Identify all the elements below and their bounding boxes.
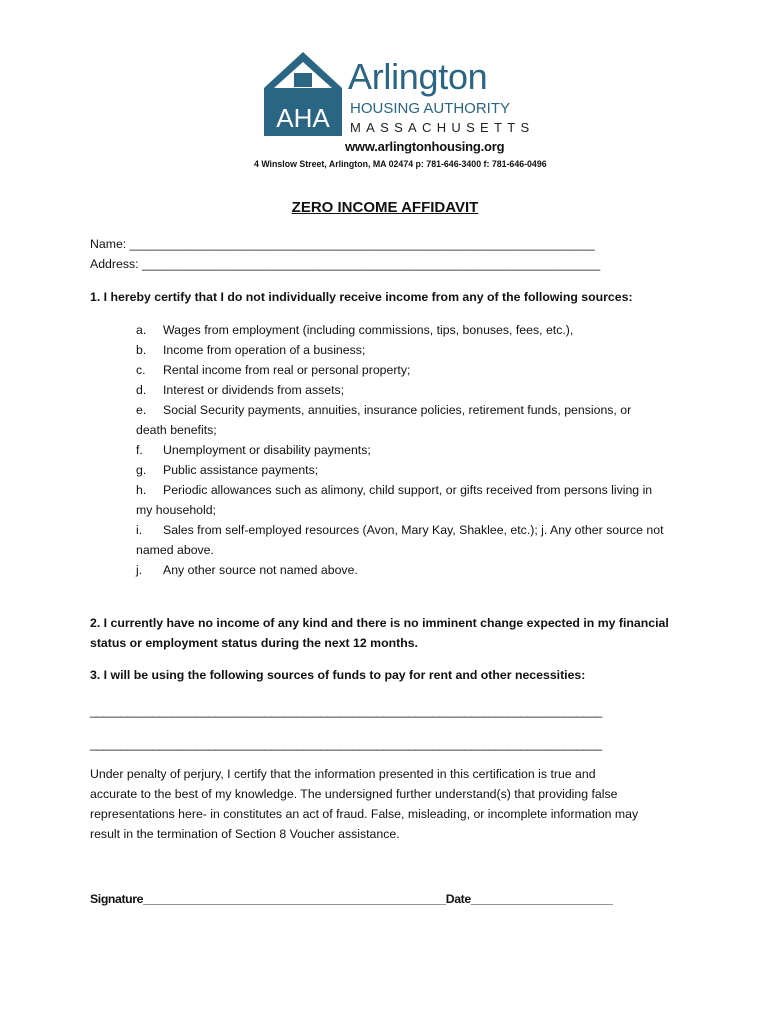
contact-address: 4 Winslow Street, Arlington, MA 02474 p: 781-646-3400 f: 781-646-0496 (254, 159, 547, 169)
website-link[interactable]: www.arlingtonhousing.org (345, 139, 505, 154)
list-item (136, 360, 410, 380)
name-field[interactable]: Name: ____________________________________________________________________ (90, 237, 595, 251)
section1-heading: 1. I hereby certify that I do not individually receive income from any of the following sources: (90, 290, 633, 304)
penalty-line-4: result in the termination of Section 8 Voucher assistance. (90, 827, 400, 841)
list-item-text: death benefits; (136, 423, 217, 437)
section2-line1: 2. I currently have no income of any kind and there is no imminent change expected in my financial (90, 616, 669, 630)
list-item (136, 480, 652, 500)
penalty-line-2: accurate to the best of my knowledge. The undersigned further understand(s) that providing false (90, 787, 618, 801)
list-item (136, 560, 358, 580)
list-item (136, 340, 365, 360)
list-item-letter: c. (136, 363, 146, 377)
list-item-letter: a. (136, 323, 147, 337)
list-item-text: Any other source not named above. (163, 563, 358, 577)
penalty-line-3: representations here- in constitutes an act of fraud. False, misleading, or incomplete information may (90, 807, 639, 821)
house-logo-icon (262, 50, 344, 136)
logo-initials: AHA (276, 103, 330, 133)
list-item-letter: i. (136, 523, 143, 537)
address-field[interactable]: Address: ___________________________________________________________________ (90, 257, 601, 271)
list-item (136, 320, 573, 340)
list-item-text: Social Security payments, annuities, insurance policies, retirement funds, pensions, or (163, 403, 632, 417)
list-item-text: Wages from employment (including commissions, tips, bonuses, fees, etc.), (163, 323, 574, 337)
org-name: Arlington (348, 56, 488, 97)
list-item (136, 440, 371, 460)
list-item (136, 500, 216, 520)
list-item-text: Public assistance payments; (163, 463, 319, 477)
list-item-letter: f. (136, 443, 143, 457)
list-item-text: Rental income from real or personal property; (163, 363, 411, 377)
list-item-text: Periodic allowances such as alimony, child support, or gifts received from persons living in (163, 483, 653, 497)
list-item-text: my household; (136, 503, 216, 517)
list-item-letter: e. (136, 403, 147, 417)
list-item-letter: h. (136, 483, 147, 497)
aha-logo (262, 50, 552, 140)
section2-line2: status or employment status during the next 12 months. (90, 636, 418, 650)
funds-blank-line-1[interactable]: __________________________________________________________________________________ (90, 704, 602, 718)
list-item-letter: b. (136, 343, 147, 357)
list-item-text: Unemployment or disability payments; (163, 443, 371, 457)
list-item (136, 420, 217, 440)
list-item-text: Sales from self-employed resources (Avon, Mary Kay, Shaklee, etc.); j. Any other source not (163, 523, 664, 537)
org-state: MASSACHUSETTS (350, 120, 535, 135)
signature-date-line[interactable]: Signature_______________________________________________Date______________________ (90, 892, 613, 906)
document-title: ZERO INCOME AFFIDAVIT (291, 199, 479, 216)
list-item (136, 460, 318, 480)
org-subtitle: HOUSING AUTHORITY (350, 100, 511, 117)
list-item (136, 380, 344, 400)
list-item-text: Income from operation of a business; (163, 343, 366, 357)
list-item-text: named above. (136, 543, 214, 557)
list-item (136, 400, 631, 420)
list-item (136, 520, 664, 540)
list-item (136, 540, 214, 560)
list-item-letter: j. (136, 563, 143, 577)
list-item-letter: g. (136, 463, 147, 477)
penalty-line-1: Under penalty of perjury, I certify that the information presented in this certification is true and (90, 767, 596, 781)
section3-heading: 3. I will be using the following sources of funds to pay for rent and other necessities: (90, 668, 586, 682)
funds-blank-line-2[interactable]: __________________________________________________________________________________ (90, 737, 602, 751)
list-item-letter: d. (136, 383, 147, 397)
list-item-text: Interest or dividends from assets; (163, 383, 345, 397)
